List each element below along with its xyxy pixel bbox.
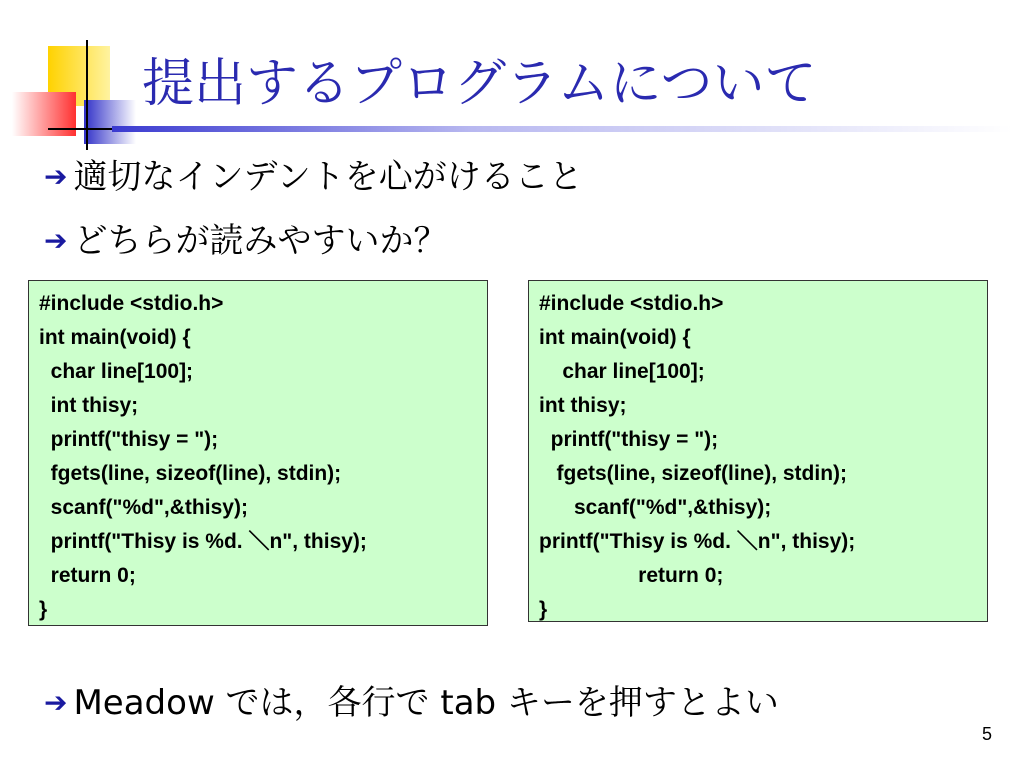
code-line: int thisy;	[539, 394, 627, 417]
code-line: printf("thisy = ");	[539, 428, 719, 451]
title-underline	[112, 126, 1012, 132]
code-line: return 0;	[39, 564, 136, 587]
bullet-item	[44, 154, 583, 200]
logo-blue-block	[84, 100, 136, 144]
page-number: 5	[981, 724, 992, 744]
bullet-item	[44, 218, 447, 264]
code-line: scanf("%d",&thisy);	[39, 496, 248, 519]
bullet-item	[44, 680, 779, 726]
logo-horizontal-line	[48, 128, 112, 130]
code-line: int main(void) {	[39, 326, 191, 349]
code-line: #include <stdio.h>	[39, 292, 224, 315]
bullet-text: Meadow では，各行で tab キーを押すとよい	[73, 683, 779, 723]
code-line: }	[39, 598, 48, 621]
code-line: #include <stdio.h>	[539, 292, 724, 315]
code-line: fgets(line, sizeof(line), stdin);	[39, 462, 342, 485]
code-line: scanf("%d",&thisy);	[539, 496, 772, 519]
code-line: char line[100];	[539, 360, 705, 383]
slide-title: 提出するプログラムについて	[142, 54, 817, 114]
arrow-right-icon: ➔	[44, 686, 68, 719]
code-line: return 0;	[539, 564, 724, 587]
code-line: int main(void) {	[539, 326, 691, 349]
code-line: printf("Thisy is %d. ＼n", thisy);	[39, 530, 367, 553]
code-line: printf("thisy = ");	[39, 428, 219, 451]
logo-vertical-line	[86, 40, 88, 150]
code-line: fgets(line, sizeof(line), stdin);	[539, 462, 848, 485]
code-line: }	[539, 598, 548, 621]
arrow-right-icon: ➔	[44, 224, 68, 257]
bullet-text: どちらが読みやすいか？	[73, 221, 448, 261]
code-block-indented	[28, 280, 488, 626]
bullet-text: 適切なインデントを心がけること	[73, 157, 583, 197]
code-line: printf("Thisy is %d. ＼n", thisy);	[539, 530, 856, 553]
code-block-messy	[528, 280, 988, 622]
arrow-right-icon: ➔	[44, 160, 68, 193]
code-line: int thisy;	[39, 394, 139, 417]
code-line: char line[100];	[39, 360, 194, 383]
